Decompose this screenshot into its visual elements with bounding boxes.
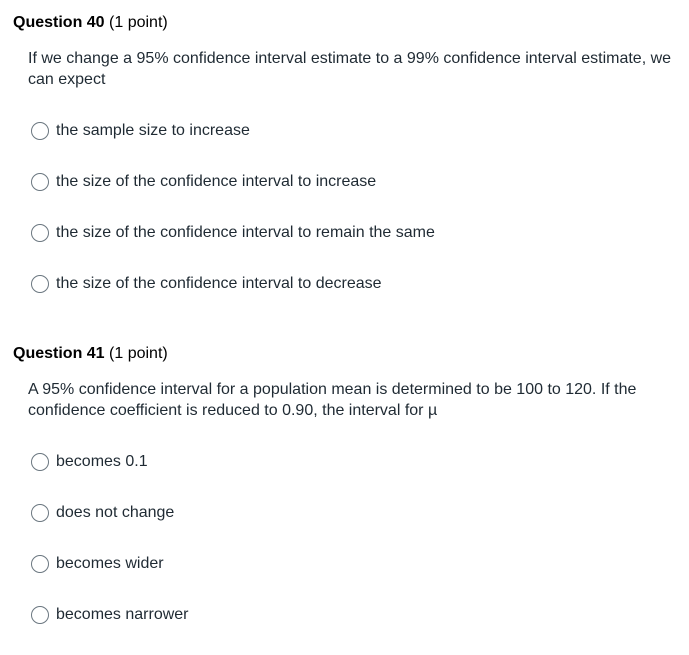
answer-option[interactable] (31, 120, 689, 142)
answer-label: does not change (56, 504, 175, 521)
radio-button[interactable] (31, 224, 49, 242)
question-text: If we change a 95% confidence interval estimate to a 99% confidence interval estimate, we can expect (28, 50, 672, 88)
answer-label: becomes 0.1 (56, 453, 148, 470)
question-40 (0, 12, 689, 324)
radio-button[interactable] (31, 504, 49, 522)
question-header (0, 12, 689, 34)
radio-button[interactable] (31, 122, 49, 140)
answer-option[interactable] (31, 171, 689, 193)
answer-label: becomes narrower (56, 606, 189, 623)
answer-label: becomes wider (56, 555, 164, 572)
answer-label: the sample size to increase (56, 122, 250, 139)
question-header (0, 343, 689, 365)
radio-button[interactable] (31, 555, 49, 573)
question-points: (1 point) (109, 345, 168, 362)
answer-option[interactable] (31, 502, 689, 524)
answer-label: the size of the confidence interval to decrease (56, 275, 382, 292)
answer-list (31, 451, 689, 626)
answer-option[interactable] (31, 222, 689, 244)
answer-label: the size of the confidence interval to remain the same (56, 224, 435, 241)
answer-option[interactable] (31, 273, 689, 295)
answer-option[interactable] (31, 604, 689, 626)
question-41 (0, 343, 689, 655)
question-text: A 95% confidence interval for a population mean is determined to be 100 to 120. If the confidence coefficient is reduced to 0.90, the interval for µ (28, 381, 637, 419)
radio-button[interactable] (31, 173, 49, 191)
answer-list (31, 120, 689, 295)
question-points: (1 point) (109, 14, 168, 31)
radio-button[interactable] (31, 275, 49, 293)
radio-button[interactable] (31, 453, 49, 471)
answer-option[interactable] (31, 553, 689, 575)
answer-label: the size of the confidence interval to increase (56, 173, 377, 190)
answer-option[interactable] (31, 451, 689, 473)
question-title: Question 40 (13, 14, 105, 31)
radio-button[interactable] (31, 606, 49, 624)
question-title: Question 41 (13, 345, 105, 362)
